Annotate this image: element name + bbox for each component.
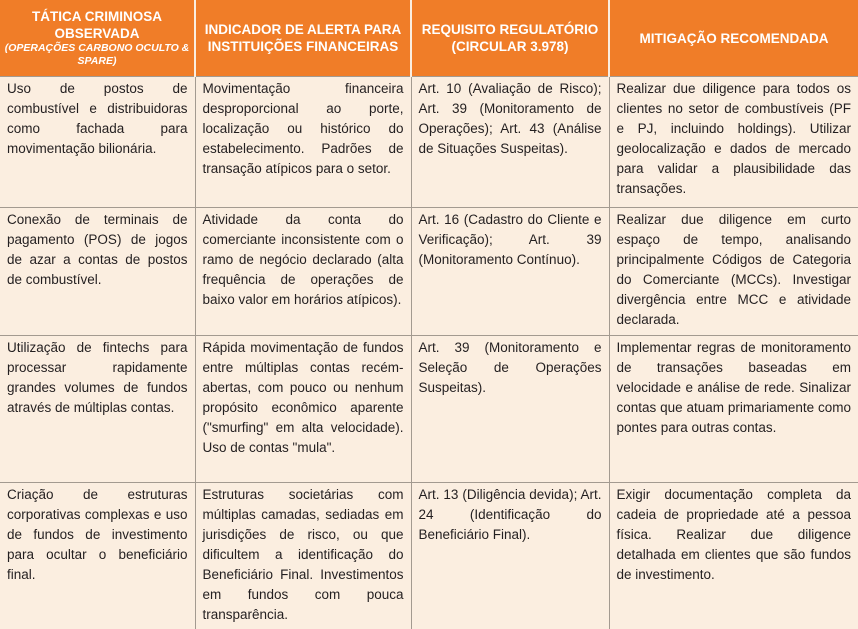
- header-mitigation: MITIGAÇÃO RECOMENDADA: [609, 0, 858, 77]
- cell-indicator: Rápida movimentação de fundos entre múltiplas contas recém-abertas, com pouco ou nenhum propósito econômico aparente ("smurfing" em alta velocidade). Uso de contas "mula".: [195, 336, 411, 483]
- table-row: [0, 336, 858, 483]
- table-row: [0, 77, 858, 208]
- cell-mitigation: Implementar regras de monitoramento de transações baseadas em velocidade e análise de rede. Sinalizar contas que atuam primariamente como pontes para outras contas.: [609, 336, 858, 483]
- header-tactic: [0, 0, 195, 77]
- cell-requirement: Art. 39 (Monitoramento e Seleção de Operações Suspeitas).: [411, 336, 609, 483]
- cell-tactic: Criação de estruturas corporativas complexas e uso de fundos de investimento para ocultar o beneficiário final.: [0, 483, 195, 629]
- cell-requirement: Art. 16 (Cadastro do Cliente e Verificação); Art. 39 (Monitoramento Contínuo).: [411, 208, 609, 336]
- header-tactic-label: TÁTICA CRIMINOSA OBSERVADA: [32, 9, 162, 41]
- cell-requirement: Art. 10 (Avaliação de Risco); Art. 39 (Monitoramento de Operações); Art. 43 (Análise de Situações Suspeitas).: [411, 77, 609, 208]
- cell-requirement: Art. 13 (Diligência devida); Art. 24 (Identificação do Beneficiário Final).: [411, 483, 609, 629]
- cell-indicator: Estruturas societárias com múltiplas camadas, sediadas em jurisdições de risco, ou que dificultem a identificação do Beneficiário Final. Investimentos em fundos com pouca transparência.: [195, 483, 411, 629]
- header-requirement: REQUISITO REGULATÓRIO (CIRCULAR 3.978): [411, 0, 609, 77]
- cell-indicator: Atividade da conta do comerciante inconsistente com o ramo de negócio declarado (alta frequência de operações de baixo valor em horários atípicos).: [195, 208, 411, 336]
- cell-mitigation: Realizar due diligence para todos os clientes no setor de combustíveis (PF e PJ, incluindo holdings). Utilizar geolocalização e dados de mercado para validar a plausibilidade das transações.: [609, 77, 858, 208]
- table-row: [0, 483, 858, 629]
- cell-tactic: Uso de postos de combustível e distribuidoras como fachada para movimentação bilionária.: [0, 77, 195, 208]
- header-row: [0, 0, 858, 77]
- header-tactic-sub: (OPERAÇÕES CARBONO OCULTO & SPARE): [4, 42, 190, 68]
- cell-tactic: Utilização de fintechs para processar rapidamente grandes volumes de fundos através de múltiplas contas.: [0, 336, 195, 483]
- table-row: [0, 208, 858, 336]
- cell-mitigation: Exigir documentação completa da cadeia de propriedade até a pessoa física. Realizar due diligence detalhada em clientes que são fundos de investimento.: [609, 483, 858, 629]
- cell-tactic: Conexão de terminais de pagamento (POS) de jogos de azar a contas de postos de combustível.: [0, 208, 195, 336]
- header-indicator: INDICADOR DE ALERTA PARA INSTITUIÇÕES FINANCEIRAS: [195, 0, 411, 77]
- cell-mitigation: Realizar due diligence em curto espaço de tempo, analisando principalmente Códigos de Categoria do Comerciante (MCCs). Investigar divergência entre MCC e atividade declarada.: [609, 208, 858, 336]
- cell-indicator: Movimentação financeira desproporcional ao porte, localização ou histórico do estabelecimento. Padrões de transação atípicos para o setor.: [195, 77, 411, 208]
